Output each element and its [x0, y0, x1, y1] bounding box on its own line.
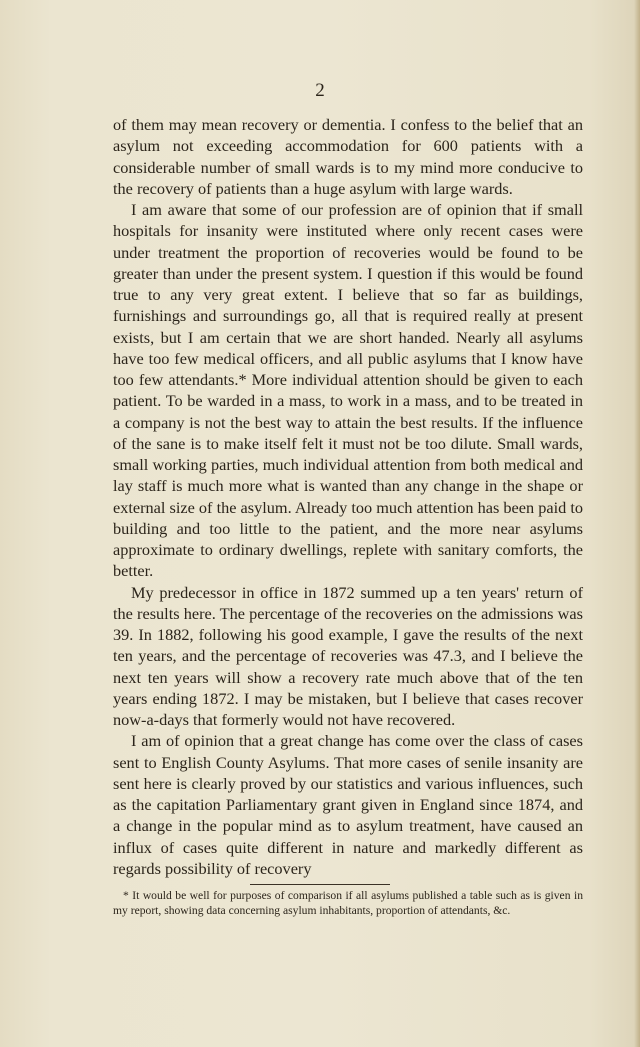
paragraph-4: I am of opinion that a great change has come over the class of cases sent to English County Asylums. That more cases of senile insanity are sent here is clearly proved by our statistics and various influences, such as the capitation Parliamentary grant given in England since 1874, and a change in the popular mind as to asylum treatment, have caused an influx of cases quite different in nature and markedly different as regards possibility of recovery: [113, 731, 583, 878]
page-edge-shadow: [634, 0, 640, 1047]
paragraph-3: My predecessor in office in 1872 summed up a ten years' return of the results here. The percentage of the recoveries on the admissions was 39. In 1882, following his good example, I gave the results of the next ten years, and the percentage of recoveries was 47.3, and I believe the next ten years will show a recovery rate much above that of the ten years ending 1872. I may be mistaken, but I believe that cases recover now-a-days that formerly would not have recovered.: [113, 582, 583, 729]
footnote-divider: [250, 884, 390, 885]
page-number: 2: [315, 80, 325, 101]
paragraph-1: of them may mean recovery or dementia. I confess to the belief that an asylum not exceeding accommodation for 600 patients with a considerable number of small wards is to my mind more conducive to the recovery of patients than a huge asylum with large wards.: [113, 115, 583, 198]
footnote: * It would be well for purposes of comparison if all asylums published a table such as is given in my report, showing data concerning asylum inhabitants, proportion of attendants, &c.: [113, 889, 583, 917]
body-text: [113, 114, 583, 879]
paragraph-2: I am aware that some of our profession are of opinion that if small hospitals for insanity were instituted where only recent cases were under treatment the proportion of recoveries would be found to be greater than under the present system. I question if this would be found true to any very great extent. I believe that so far as buildings, furnishings and surroundings go, all that is required really at present exists, but I am certain that we are short handed. Nearly all asylums have too few medical officers, and all public asylums that I know have too few attendants.* More individual attention should be given to each patient. To be warded in a mass, to work in a mass, and to be treated in a company is not the best way to attain the best results. If the influence of the sane is to make itself felt it must not be too dilute. Small wards, small working parties, much individual attention from both medical and lay staff is much more what is wanted than any change in the shape or external size of the asylum. Already too much attention has been paid to building and too little to the patient, and the more near asylums approximate to ordinary dwellings, replete with sanitary comforts, the better.: [113, 200, 583, 581]
